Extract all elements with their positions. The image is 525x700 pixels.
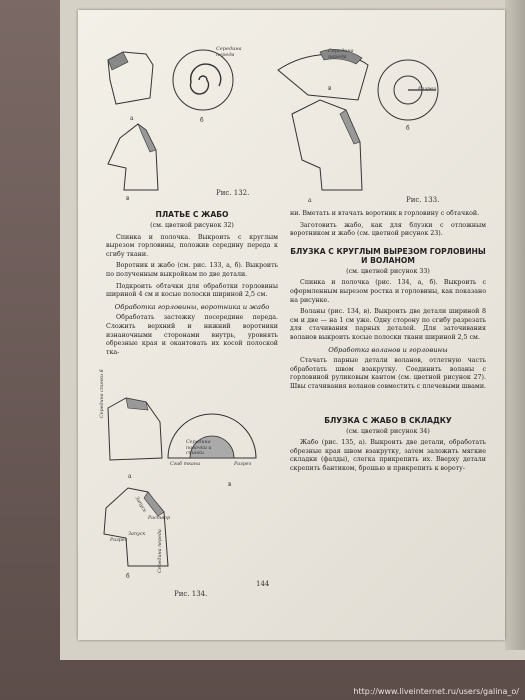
left-column — [106, 210, 278, 360]
watermark-url: http://www.liveinternet.ru/users/galina_o/ — [353, 687, 519, 696]
fig132-label-c: в — [126, 195, 130, 202]
heading-pleated-jabot-blouse: БЛУЗКА С ЖАБО В СКЛАДКУ — [324, 415, 452, 425]
paragraph-collar-jabot: Воротник и жабо (см. рис. 133, а, б). Выкроить по полученным выкройкам по две детали. — [106, 262, 278, 278]
fig133-label-c: в — [328, 85, 332, 92]
fig134-label-b: б — [126, 573, 130, 580]
fig134-cut2-label: Разрез — [110, 538, 128, 543]
subheading-dress-jabot: (см. цветной рисунок 32) — [150, 222, 234, 229]
fig133-cut-label: Разрез — [418, 86, 436, 92]
figure-132 — [98, 40, 258, 200]
fig134-fold-label: Сгиб ткани — [170, 462, 201, 467]
fig134-allowance2-label: Запуск — [128, 532, 146, 537]
figure-132-drawing — [98, 40, 258, 200]
fig133-center-label: Середина переда — [328, 48, 354, 60]
paragraph-jabot-prep: Заготовить жабо, как для блузки с отложным воротником и жабо (см. цветной рисунок 23). — [290, 221, 486, 238]
book-page — [78, 10, 505, 640]
figure-134-drawing — [98, 388, 278, 578]
figure-133-drawing — [268, 40, 448, 204]
paragraph-pleated-jabot: Жабо (рис. 135, а). Выкроить две детали, обработать обрезные края швом вэакрутку, затем заложить мягкие складки (фалды), слегка прикрепить их. Вверху детали скрепить бантиком, брошью и прикрепить к вороту- — [290, 439, 486, 472]
fig134-opening-label: Раствор — [148, 516, 171, 521]
paragraph-facings: Подкроить обтачки для обработки горловины шириной 4 см и косые полоски шириной 2,5 см. — [106, 282, 278, 299]
subheading-round-neck-blouse: (см. цветной рисунок 33) — [346, 267, 430, 275]
fig134-mid-label: Середина полочки и спинки — [186, 440, 212, 456]
page-number: 144 — [256, 580, 270, 588]
paragraph-flounce-sewing: Стачать парные детали воланов, отлетную часть обработать швом вэакрутку. Соединить воланы с горловиной руликовым кантом (см. цветной рисунок 27). Швы стачивания воланов совместить с плечевыми швами. — [290, 357, 487, 390]
right-column — [290, 210, 486, 476]
paragraph-fastening: Обработать застежку посередине переда. Сложить верхний и нижний воротники изнаночными сторонами внутрь, уровнять обрезные края и окантовать их косой полоской тка- — [106, 314, 278, 356]
fig134-front-center-label: Середина переда — [158, 529, 163, 573]
fig133-label-b: б — [406, 125, 410, 132]
figure-133-caption: Рис. 133. — [406, 196, 440, 204]
figure-133 — [268, 40, 448, 204]
section-flounce-processing: Обработка воланов и горловины — [328, 345, 448, 354]
heading-round-neck-blouse: БЛУЗКА С КРУГЛЫМ ВЫРЕЗОМ ГОРЛОВИНЫ И ВОЛАНОМ — [290, 246, 486, 265]
subheading-pleated-jabot-blouse: (см. цветной рисунок 34) — [346, 427, 430, 435]
fig133-label-a: а — [308, 197, 312, 204]
fig134-cut-label: Разрез — [234, 462, 252, 467]
fig132-center-label: Середина переда — [216, 46, 242, 58]
figure-134-caption: Рис. 134. — [174, 590, 208, 598]
book-spine — [505, 0, 525, 650]
paragraph-flounces: Воланы (рис. 134, в). Выкроить две детали шириной 8 см и две — на 1 см уже. Одну сторону по сгибу разрезать для стачивания парных деталей. Для заточивания воланов выкроить косые полоски ткани шириной 2,5 см. — [290, 308, 486, 341]
paragraph-collar-continue: ни. Вметать и втачать воротник в горловину с обтачкой. — [290, 210, 480, 217]
fig134-label-a: а — [128, 473, 132, 480]
paragraph-back-front: Спинка и полочка. Выкроить с круглым вырезом горловины, положив середину переда к сгибу ткани. — [106, 233, 278, 258]
fig132-label-a: а — [130, 115, 134, 122]
section-neckline-processing: Обработка горловины, воротника и жабо — [114, 302, 270, 311]
figure-134 — [98, 369, 278, 580]
heading-dress-jabot: ПЛАТЬЕ С ЖАБО — [155, 210, 229, 219]
fig134-back-center-label: Середина спинки 8 — [100, 369, 105, 418]
figure-132-caption: Рис. 132. — [216, 189, 250, 197]
fig134-allowance-label: Запуск — [133, 496, 147, 514]
fig134-label-c: в — [228, 481, 232, 488]
fig132-label-b: б — [200, 117, 204, 124]
paragraph-blouse-back-front: Спинка и полочка (рис. 134, а, б). Выкроить с оформленным вырезом ростка и горловины, как показано на рисунке. — [290, 279, 486, 304]
